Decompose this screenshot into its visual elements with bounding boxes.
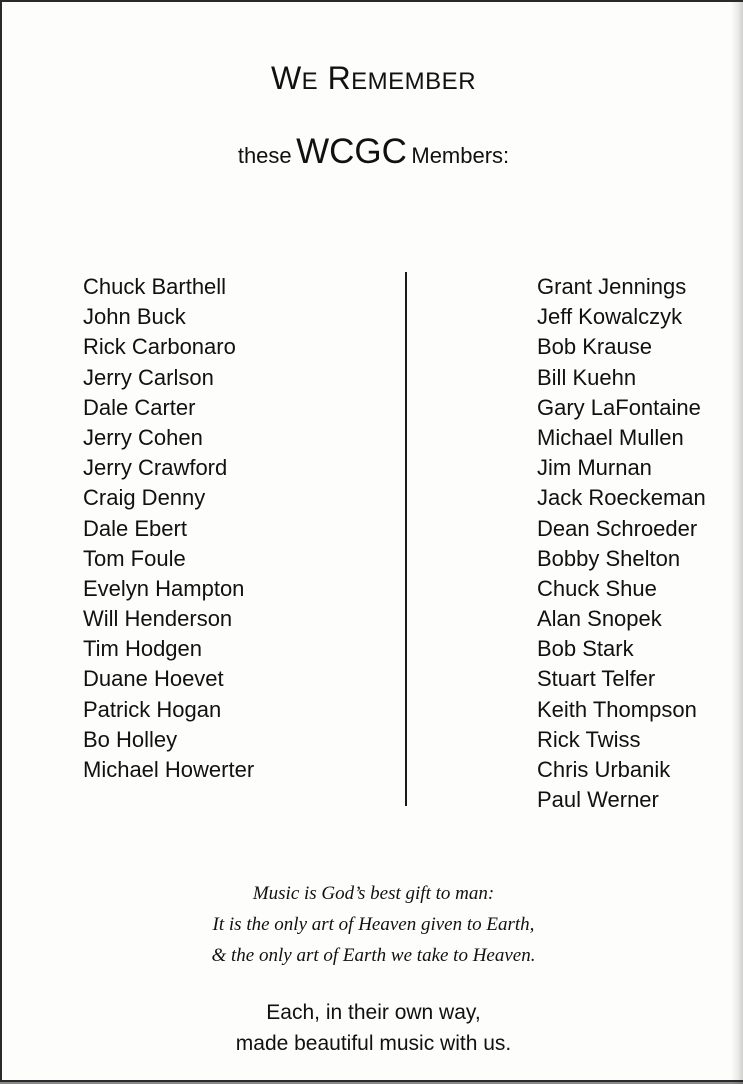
member-name: Dean Schroeder — [537, 515, 698, 541]
title-initial-we: W — [270, 60, 302, 96]
member-name: John Buck — [83, 304, 186, 330]
member-name: Jack Roeckeman — [537, 485, 706, 511]
member-name: Will Henderson — [83, 606, 233, 632]
member-name: Michael Mullen — [537, 424, 684, 450]
page-edge-shadow — [731, 2, 743, 1084]
member-name: Gary LaFontaine — [537, 394, 701, 420]
member-name: Bob Krause — [537, 334, 652, 360]
member-name: Stuart Telfer — [537, 666, 656, 692]
member-name: Bill Kuehn — [537, 364, 637, 390]
quote-line: & the only art of Earth we take to Heaven. — [211, 945, 536, 966]
member-name: Chuck Shue — [537, 575, 657, 601]
member-name: Jerry Cohen — [83, 424, 203, 450]
quote-line: Music is God’s best gift to man: — [252, 883, 495, 904]
quote-line: It is the only art of Heaven given to Earth, — [212, 914, 535, 935]
member-name: Chuck Barthell — [83, 274, 227, 299]
member-name: Rick Carbonaro — [83, 334, 236, 360]
member-name: Jerry Crawford — [83, 455, 228, 481]
subtitle-org: WCGC — [296, 132, 407, 171]
subtitle-before: these — [237, 143, 292, 168]
member-name: Bob Stark — [537, 636, 634, 662]
subtitle-after: Members: — [411, 143, 510, 168]
member-name: Rick Twiss — [537, 726, 641, 752]
member-name: Jerry Carlson — [83, 364, 214, 390]
page-subtitle — [2, 132, 743, 172]
music-quote — [2, 878, 743, 971]
member-name: Dale Carter — [83, 394, 196, 420]
member-name: Alan Snopek — [537, 606, 662, 632]
page-title — [2, 60, 743, 97]
member-name: Jeff Kowalczyk — [537, 304, 683, 330]
member-name: Craig Denny — [83, 485, 206, 511]
title-initial-remember: R — [327, 60, 352, 96]
closing-line: made beautiful music with us. — [235, 1032, 512, 1055]
closing-line: Each, in their own way, — [266, 1001, 481, 1024]
member-name: Bo Holley — [83, 726, 178, 752]
member-name: Michael Howerter — [83, 757, 255, 782]
member-name: Tim Hodgen — [83, 636, 203, 662]
member-name: Bobby Shelton — [537, 545, 681, 571]
members-list-left — [83, 272, 254, 785]
member-name: Duane Hoevet — [83, 666, 224, 692]
member-name: Patrick Hogan — [83, 696, 222, 722]
member-name: Chris Urbanik — [537, 757, 671, 782]
member-name: Evelyn Hampton — [83, 575, 245, 601]
member-name: Grant Jennings — [537, 274, 687, 299]
member-name: Keith Thompson — [537, 696, 697, 722]
member-name: Paul Werner — [537, 787, 659, 813]
member-name: Jim Murnan — [537, 455, 652, 481]
title-rest-we: E — [301, 68, 319, 95]
member-name: Dale Ebert — [83, 515, 187, 541]
members-list-right — [537, 272, 706, 815]
title-rest-remember: EMEMBER — [351, 68, 477, 95]
member-name: Tom Foule — [83, 545, 186, 571]
closing-message — [2, 997, 743, 1059]
column-divider — [405, 272, 407, 806]
